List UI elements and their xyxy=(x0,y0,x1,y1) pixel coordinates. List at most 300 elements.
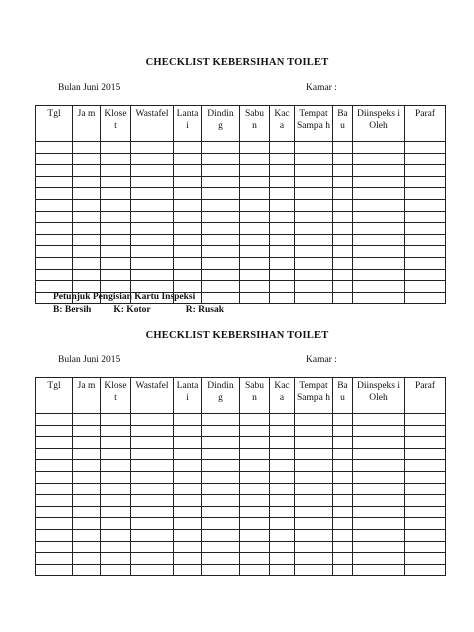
entry-cell[interactable] xyxy=(240,414,270,426)
entry-cell[interactable] xyxy=(405,495,446,507)
entry-cell[interactable] xyxy=(240,460,270,472)
entry-cell[interactable] xyxy=(295,165,333,177)
entry-cell[interactable] xyxy=(131,495,174,507)
entry-cell[interactable] xyxy=(270,176,295,188)
entry-cell[interactable] xyxy=(36,188,73,200)
entry-cell[interactable] xyxy=(405,518,446,530)
entry-cell[interactable] xyxy=(270,199,295,211)
entry-cell[interactable] xyxy=(174,199,202,211)
entry-cell[interactable] xyxy=(240,541,270,553)
entry-cell[interactable] xyxy=(174,414,202,426)
entry-cell[interactable] xyxy=(353,153,405,165)
entry-cell[interactable] xyxy=(174,176,202,188)
entry-cell[interactable] xyxy=(101,142,131,154)
entry-cell[interactable] xyxy=(36,246,73,258)
entry-cell[interactable] xyxy=(174,518,202,530)
entry-cell[interactable] xyxy=(353,425,405,437)
entry-cell[interactable] xyxy=(405,153,446,165)
entry-cell[interactable] xyxy=(333,165,353,177)
entry-cell[interactable] xyxy=(270,529,295,541)
entry-cell[interactable] xyxy=(240,257,270,269)
entry-cell[interactable] xyxy=(405,437,446,449)
entry-cell[interactable] xyxy=(353,234,405,246)
entry-cell[interactable] xyxy=(202,448,240,460)
entry-cell[interactable] xyxy=(353,529,405,541)
entry-cell[interactable] xyxy=(131,564,174,576)
entry-cell[interactable] xyxy=(36,234,73,246)
entry-cell[interactable] xyxy=(202,564,240,576)
entry-cell[interactable] xyxy=(295,211,333,223)
entry-cell[interactable] xyxy=(240,529,270,541)
entry-cell[interactable] xyxy=(101,541,131,553)
entry-cell[interactable] xyxy=(174,506,202,518)
entry-cell[interactable] xyxy=(405,246,446,258)
entry-cell[interactable] xyxy=(131,553,174,565)
entry-cell[interactable] xyxy=(405,165,446,177)
entry-cell[interactable] xyxy=(202,142,240,154)
entry-cell[interactable] xyxy=(174,211,202,223)
entry-cell[interactable] xyxy=(295,257,333,269)
entry-cell[interactable] xyxy=(174,153,202,165)
entry-cell[interactable] xyxy=(131,223,174,235)
entry-cell[interactable] xyxy=(73,425,101,437)
entry-cell[interactable] xyxy=(202,460,240,472)
entry-cell[interactable] xyxy=(353,211,405,223)
entry-cell[interactable] xyxy=(36,269,73,281)
entry-cell[interactable] xyxy=(36,414,73,426)
entry-cell[interactable] xyxy=(240,437,270,449)
entry-cell[interactable] xyxy=(270,234,295,246)
entry-cell[interactable] xyxy=(101,553,131,565)
entry-cell[interactable] xyxy=(174,269,202,281)
entry-cell[interactable] xyxy=(333,506,353,518)
entry-cell[interactable] xyxy=(131,188,174,200)
entry-cell[interactable] xyxy=(295,199,333,211)
entry-cell[interactable] xyxy=(353,448,405,460)
entry-cell[interactable] xyxy=(131,483,174,495)
entry-cell[interactable] xyxy=(240,199,270,211)
entry-cell[interactable] xyxy=(73,529,101,541)
entry-cell[interactable] xyxy=(240,142,270,154)
entry-cell[interactable] xyxy=(101,414,131,426)
entry-cell[interactable] xyxy=(101,269,131,281)
entry-cell[interactable] xyxy=(101,483,131,495)
entry-cell[interactable] xyxy=(240,425,270,437)
entry-cell[interactable] xyxy=(202,188,240,200)
entry-cell[interactable] xyxy=(36,460,73,472)
entry-cell[interactable] xyxy=(333,553,353,565)
entry-cell[interactable] xyxy=(174,223,202,235)
entry-cell[interactable] xyxy=(101,234,131,246)
entry-cell[interactable] xyxy=(353,541,405,553)
entry-cell[interactable] xyxy=(202,518,240,530)
entry-cell[interactable] xyxy=(353,292,405,304)
entry-cell[interactable] xyxy=(101,518,131,530)
entry-cell[interactable] xyxy=(240,211,270,223)
entry-cell[interactable] xyxy=(73,541,101,553)
entry-cell[interactable] xyxy=(240,553,270,565)
entry-cell[interactable] xyxy=(174,188,202,200)
entry-cell[interactable] xyxy=(353,460,405,472)
entry-cell[interactable] xyxy=(36,211,73,223)
entry-cell[interactable] xyxy=(36,518,73,530)
entry-cell[interactable] xyxy=(270,153,295,165)
entry-cell[interactable] xyxy=(353,495,405,507)
entry-cell[interactable] xyxy=(174,564,202,576)
entry-cell[interactable] xyxy=(202,211,240,223)
entry-cell[interactable] xyxy=(36,529,73,541)
entry-cell[interactable] xyxy=(270,553,295,565)
entry-cell[interactable] xyxy=(240,448,270,460)
entry-cell[interactable] xyxy=(295,414,333,426)
entry-cell[interactable] xyxy=(101,211,131,223)
entry-cell[interactable] xyxy=(202,246,240,258)
entry-cell[interactable] xyxy=(174,234,202,246)
entry-cell[interactable] xyxy=(73,188,101,200)
entry-cell[interactable] xyxy=(295,425,333,437)
entry-cell[interactable] xyxy=(73,257,101,269)
entry-cell[interactable] xyxy=(353,564,405,576)
entry-cell[interactable] xyxy=(270,448,295,460)
entry-cell[interactable] xyxy=(174,541,202,553)
entry-cell[interactable] xyxy=(353,165,405,177)
entry-cell[interactable] xyxy=(295,188,333,200)
entry-cell[interactable] xyxy=(131,460,174,472)
entry-cell[interactable] xyxy=(36,553,73,565)
entry-cell[interactable] xyxy=(270,281,295,293)
entry-cell[interactable] xyxy=(202,269,240,281)
entry-cell[interactable] xyxy=(73,460,101,472)
entry-cell[interactable] xyxy=(202,483,240,495)
entry-cell[interactable] xyxy=(405,483,446,495)
entry-cell[interactable] xyxy=(333,437,353,449)
entry-cell[interactable] xyxy=(333,153,353,165)
entry-cell[interactable] xyxy=(36,437,73,449)
entry-cell[interactable] xyxy=(333,483,353,495)
entry-cell[interactable] xyxy=(270,246,295,258)
entry-cell[interactable] xyxy=(131,257,174,269)
entry-cell[interactable] xyxy=(270,165,295,177)
entry-cell[interactable] xyxy=(353,518,405,530)
entry-cell[interactable] xyxy=(333,142,353,154)
entry-cell[interactable] xyxy=(353,142,405,154)
entry-cell[interactable] xyxy=(333,425,353,437)
entry-cell[interactable] xyxy=(295,471,333,483)
entry-cell[interactable] xyxy=(353,414,405,426)
entry-cell[interactable] xyxy=(131,425,174,437)
entry-cell[interactable] xyxy=(270,211,295,223)
entry-cell[interactable] xyxy=(405,541,446,553)
entry-cell[interactable] xyxy=(405,553,446,565)
entry-cell[interactable] xyxy=(174,529,202,541)
entry-cell[interactable] xyxy=(73,564,101,576)
entry-cell[interactable] xyxy=(353,281,405,293)
entry-cell[interactable] xyxy=(270,460,295,472)
entry-cell[interactable] xyxy=(353,257,405,269)
entry-cell[interactable] xyxy=(36,199,73,211)
entry-cell[interactable] xyxy=(73,246,101,258)
entry-cell[interactable] xyxy=(240,246,270,258)
entry-cell[interactable] xyxy=(353,483,405,495)
entry-cell[interactable] xyxy=(240,176,270,188)
entry-cell[interactable] xyxy=(174,553,202,565)
entry-cell[interactable] xyxy=(333,257,353,269)
entry-cell[interactable] xyxy=(101,460,131,472)
entry-cell[interactable] xyxy=(174,425,202,437)
entry-cell[interactable] xyxy=(36,425,73,437)
entry-cell[interactable] xyxy=(101,529,131,541)
entry-cell[interactable] xyxy=(295,176,333,188)
entry-cell[interactable] xyxy=(131,176,174,188)
entry-cell[interactable] xyxy=(333,234,353,246)
entry-cell[interactable] xyxy=(333,199,353,211)
entry-cell[interactable] xyxy=(131,448,174,460)
entry-cell[interactable] xyxy=(131,414,174,426)
entry-cell[interactable] xyxy=(405,425,446,437)
entry-cell[interactable] xyxy=(240,223,270,235)
entry-cell[interactable] xyxy=(202,425,240,437)
entry-cell[interactable] xyxy=(174,257,202,269)
entry-cell[interactable] xyxy=(295,448,333,460)
entry-cell[interactable] xyxy=(270,142,295,154)
entry-cell[interactable] xyxy=(295,223,333,235)
entry-cell[interactable] xyxy=(174,437,202,449)
entry-cell[interactable] xyxy=(202,495,240,507)
entry-cell[interactable] xyxy=(73,471,101,483)
entry-cell[interactable] xyxy=(270,483,295,495)
entry-cell[interactable] xyxy=(333,211,353,223)
entry-cell[interactable] xyxy=(270,269,295,281)
entry-cell[interactable] xyxy=(405,223,446,235)
entry-cell[interactable] xyxy=(353,223,405,235)
entry-cell[interactable] xyxy=(295,564,333,576)
entry-cell[interactable] xyxy=(270,437,295,449)
entry-cell[interactable] xyxy=(333,518,353,530)
entry-cell[interactable] xyxy=(36,165,73,177)
entry-cell[interactable] xyxy=(131,234,174,246)
entry-cell[interactable] xyxy=(131,153,174,165)
entry-cell[interactable] xyxy=(270,564,295,576)
entry-cell[interactable] xyxy=(36,506,73,518)
entry-cell[interactable] xyxy=(405,564,446,576)
entry-cell[interactable] xyxy=(101,257,131,269)
entry-cell[interactable] xyxy=(73,223,101,235)
entry-cell[interactable] xyxy=(295,541,333,553)
entry-cell[interactable] xyxy=(202,414,240,426)
entry-cell[interactable] xyxy=(295,153,333,165)
entry-cell[interactable] xyxy=(240,165,270,177)
entry-cell[interactable] xyxy=(101,437,131,449)
entry-cell[interactable] xyxy=(202,541,240,553)
entry-cell[interactable] xyxy=(202,553,240,565)
entry-cell[interactable] xyxy=(202,234,240,246)
entry-cell[interactable] xyxy=(174,142,202,154)
entry-cell[interactable] xyxy=(270,414,295,426)
entry-cell[interactable] xyxy=(405,414,446,426)
entry-cell[interactable] xyxy=(270,223,295,235)
entry-cell[interactable] xyxy=(353,176,405,188)
entry-cell[interactable] xyxy=(73,414,101,426)
entry-cell[interactable] xyxy=(101,471,131,483)
entry-cell[interactable] xyxy=(405,529,446,541)
entry-cell[interactable] xyxy=(333,292,353,304)
entry-cell[interactable] xyxy=(405,460,446,472)
entry-cell[interactable] xyxy=(295,518,333,530)
entry-cell[interactable] xyxy=(333,246,353,258)
entry-cell[interactable] xyxy=(353,437,405,449)
entry-cell[interactable] xyxy=(270,518,295,530)
entry-cell[interactable] xyxy=(101,246,131,258)
entry-cell[interactable] xyxy=(333,460,353,472)
entry-cell[interactable] xyxy=(174,165,202,177)
entry-cell[interactable] xyxy=(73,165,101,177)
entry-cell[interactable] xyxy=(73,142,101,154)
entry-cell[interactable] xyxy=(295,553,333,565)
entry-cell[interactable] xyxy=(353,506,405,518)
entry-cell[interactable] xyxy=(240,234,270,246)
entry-cell[interactable] xyxy=(295,437,333,449)
entry-cell[interactable] xyxy=(101,564,131,576)
entry-cell[interactable] xyxy=(333,495,353,507)
entry-cell[interactable] xyxy=(101,199,131,211)
entry-cell[interactable] xyxy=(240,518,270,530)
entry-cell[interactable] xyxy=(174,495,202,507)
entry-cell[interactable] xyxy=(295,460,333,472)
entry-cell[interactable] xyxy=(270,471,295,483)
entry-cell[interactable] xyxy=(353,188,405,200)
entry-cell[interactable] xyxy=(101,188,131,200)
entry-cell[interactable] xyxy=(295,483,333,495)
entry-cell[interactable] xyxy=(240,564,270,576)
entry-cell[interactable] xyxy=(131,165,174,177)
entry-cell[interactable] xyxy=(405,211,446,223)
entry-cell[interactable] xyxy=(36,257,73,269)
entry-cell[interactable] xyxy=(174,460,202,472)
entry-cell[interactable] xyxy=(36,223,73,235)
entry-cell[interactable] xyxy=(36,541,73,553)
entry-cell[interactable] xyxy=(295,506,333,518)
entry-cell[interactable] xyxy=(333,281,353,293)
entry-cell[interactable] xyxy=(240,188,270,200)
entry-cell[interactable] xyxy=(270,495,295,507)
entry-cell[interactable] xyxy=(405,234,446,246)
entry-cell[interactable] xyxy=(101,176,131,188)
entry-cell[interactable] xyxy=(73,437,101,449)
entry-cell[interactable] xyxy=(240,292,270,304)
entry-cell[interactable] xyxy=(295,281,333,293)
entry-cell[interactable] xyxy=(405,188,446,200)
entry-cell[interactable] xyxy=(333,223,353,235)
entry-cell[interactable] xyxy=(270,188,295,200)
entry-cell[interactable] xyxy=(202,529,240,541)
entry-cell[interactable] xyxy=(405,176,446,188)
entry-cell[interactable] xyxy=(202,506,240,518)
entry-cell[interactable] xyxy=(73,518,101,530)
entry-cell[interactable] xyxy=(131,471,174,483)
entry-cell[interactable] xyxy=(202,471,240,483)
entry-cell[interactable] xyxy=(101,223,131,235)
entry-cell[interactable] xyxy=(295,495,333,507)
entry-cell[interactable] xyxy=(295,529,333,541)
entry-cell[interactable] xyxy=(73,234,101,246)
entry-cell[interactable] xyxy=(405,292,446,304)
entry-cell[interactable] xyxy=(202,437,240,449)
entry-cell[interactable] xyxy=(174,246,202,258)
entry-cell[interactable] xyxy=(405,448,446,460)
entry-cell[interactable] xyxy=(73,153,101,165)
entry-cell[interactable] xyxy=(270,541,295,553)
entry-cell[interactable] xyxy=(353,553,405,565)
entry-cell[interactable] xyxy=(202,153,240,165)
entry-cell[interactable] xyxy=(202,176,240,188)
entry-cell[interactable] xyxy=(131,506,174,518)
entry-cell[interactable] xyxy=(101,153,131,165)
entry-cell[interactable] xyxy=(333,541,353,553)
entry-cell[interactable] xyxy=(131,437,174,449)
entry-cell[interactable] xyxy=(405,199,446,211)
entry-cell[interactable] xyxy=(333,188,353,200)
entry-cell[interactable] xyxy=(270,257,295,269)
entry-cell[interactable] xyxy=(36,483,73,495)
entry-cell[interactable] xyxy=(333,414,353,426)
entry-cell[interactable] xyxy=(36,471,73,483)
entry-cell[interactable] xyxy=(295,269,333,281)
entry-cell[interactable] xyxy=(131,211,174,223)
entry-cell[interactable] xyxy=(131,541,174,553)
entry-cell[interactable] xyxy=(73,211,101,223)
entry-cell[interactable] xyxy=(36,495,73,507)
entry-cell[interactable] xyxy=(101,495,131,507)
entry-cell[interactable] xyxy=(73,269,101,281)
entry-cell[interactable] xyxy=(333,448,353,460)
entry-cell[interactable] xyxy=(405,506,446,518)
entry-cell[interactable] xyxy=(73,483,101,495)
entry-cell[interactable] xyxy=(73,506,101,518)
entry-cell[interactable] xyxy=(202,165,240,177)
entry-cell[interactable] xyxy=(333,471,353,483)
entry-cell[interactable] xyxy=(131,529,174,541)
entry-cell[interactable] xyxy=(202,257,240,269)
entry-cell[interactable] xyxy=(131,518,174,530)
entry-cell[interactable] xyxy=(240,506,270,518)
entry-cell[interactable] xyxy=(405,471,446,483)
entry-cell[interactable] xyxy=(270,292,295,304)
entry-cell[interactable] xyxy=(240,495,270,507)
entry-cell[interactable] xyxy=(36,176,73,188)
entry-cell[interactable] xyxy=(270,425,295,437)
entry-cell[interactable] xyxy=(333,176,353,188)
entry-cell[interactable] xyxy=(333,529,353,541)
entry-cell[interactable] xyxy=(405,257,446,269)
entry-cell[interactable] xyxy=(36,448,73,460)
entry-cell[interactable] xyxy=(101,165,131,177)
entry-cell[interactable] xyxy=(240,153,270,165)
entry-cell[interactable] xyxy=(353,471,405,483)
entry-cell[interactable] xyxy=(333,564,353,576)
entry-cell[interactable] xyxy=(405,269,446,281)
entry-cell[interactable] xyxy=(240,281,270,293)
entry-cell[interactable] xyxy=(270,506,295,518)
entry-cell[interactable] xyxy=(295,142,333,154)
entry-cell[interactable] xyxy=(73,448,101,460)
entry-cell[interactable] xyxy=(405,281,446,293)
entry-cell[interactable] xyxy=(101,506,131,518)
entry-cell[interactable] xyxy=(101,448,131,460)
entry-cell[interactable] xyxy=(240,483,270,495)
entry-cell[interactable] xyxy=(131,269,174,281)
entry-cell[interactable] xyxy=(174,483,202,495)
entry-cell[interactable] xyxy=(36,153,73,165)
